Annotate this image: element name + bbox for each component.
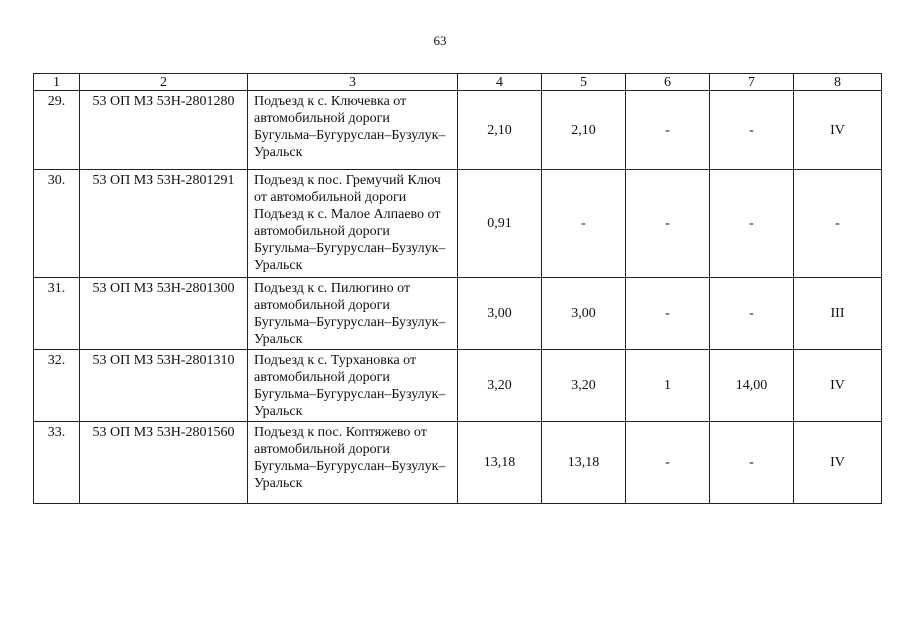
row-number: 31.	[34, 278, 80, 350]
cell-col8: IV	[794, 350, 882, 422]
column-header: 7	[710, 74, 794, 91]
cell-col8: IV	[794, 422, 882, 504]
column-header: 2	[80, 74, 248, 91]
road-name: Подъезд к пос. Гремучий Ключ от автомобильной дороги Подъезд к с. Малое Алпаево от автомобильной дороги Бугульма–Бугуруслан–Бузулук–Уральск	[248, 170, 458, 278]
cell-col7: -	[710, 422, 794, 504]
cell-col7: -	[710, 170, 794, 278]
cell-col7: -	[710, 91, 794, 170]
cell-col5: 3,20	[542, 350, 626, 422]
cell-col7: -	[710, 278, 794, 350]
row-number: 33.	[34, 422, 80, 504]
road-name: Подъезд к пос. Коптяжево от автомобильной дороги Бугульма–Бугуруслан–Бузулук–Уральск	[248, 422, 458, 504]
cell-col8: III	[794, 278, 882, 350]
cell-col8: -	[794, 170, 882, 278]
table-header-row	[34, 74, 882, 91]
road-name: Подъезд к с. Ключевка от автомобильной дороги Бугульма–Бугуруслан–Бузулук–Уральск	[248, 91, 458, 170]
cell-col6: -	[626, 170, 710, 278]
row-number: 29.	[34, 91, 80, 170]
road-name: Подъезд к с. Пилюгино от автомобильной дороги Бугульма–Бугуруслан–Бузулук–Уральск	[248, 278, 458, 350]
road-code: 53 ОП МЗ 53Н-2801310	[80, 350, 248, 422]
cell-col5: 3,00	[542, 278, 626, 350]
cell-col4: 3,20	[458, 350, 542, 422]
cell-col4: 13,18	[458, 422, 542, 504]
cell-col5: 2,10	[542, 91, 626, 170]
road-code: 53 ОП МЗ 53Н-2801280	[80, 91, 248, 170]
road-name: Подъезд к с. Турхановка от автомобильной дороги Бугульма–Бугуруслан–Бузулук–Уральск	[248, 350, 458, 422]
row-number: 30.	[34, 170, 80, 278]
column-header: 5	[542, 74, 626, 91]
column-header: 1	[34, 74, 80, 91]
cell-col8: IV	[794, 91, 882, 170]
cell-col6: -	[626, 91, 710, 170]
road-code: 53 ОП МЗ 53Н-2801291	[80, 170, 248, 278]
cell-col6: -	[626, 278, 710, 350]
road-code: 53 ОП МЗ 53Н-2801300	[80, 278, 248, 350]
cell-col5: -	[542, 170, 626, 278]
table-row	[34, 350, 882, 422]
cell-col7: 14,00	[710, 350, 794, 422]
column-header: 3	[248, 74, 458, 91]
row-number: 32.	[34, 350, 80, 422]
cell-col4: 0,91	[458, 170, 542, 278]
cell-col6: -	[626, 422, 710, 504]
page-number: 63	[433, 33, 447, 48]
column-header: 6	[626, 74, 710, 91]
table-row	[34, 170, 882, 278]
road-table	[33, 73, 882, 504]
cell-col4: 3,00	[458, 278, 542, 350]
column-header: 8	[794, 74, 882, 91]
table-row	[34, 422, 882, 504]
cell-col5: 13,18	[542, 422, 626, 504]
cell-col4: 2,10	[458, 91, 542, 170]
table-row	[34, 278, 882, 350]
table-row	[34, 91, 882, 170]
road-code: 53 ОП МЗ 53Н-2801560	[80, 422, 248, 504]
cell-col6: 1	[626, 350, 710, 422]
column-header: 4	[458, 74, 542, 91]
